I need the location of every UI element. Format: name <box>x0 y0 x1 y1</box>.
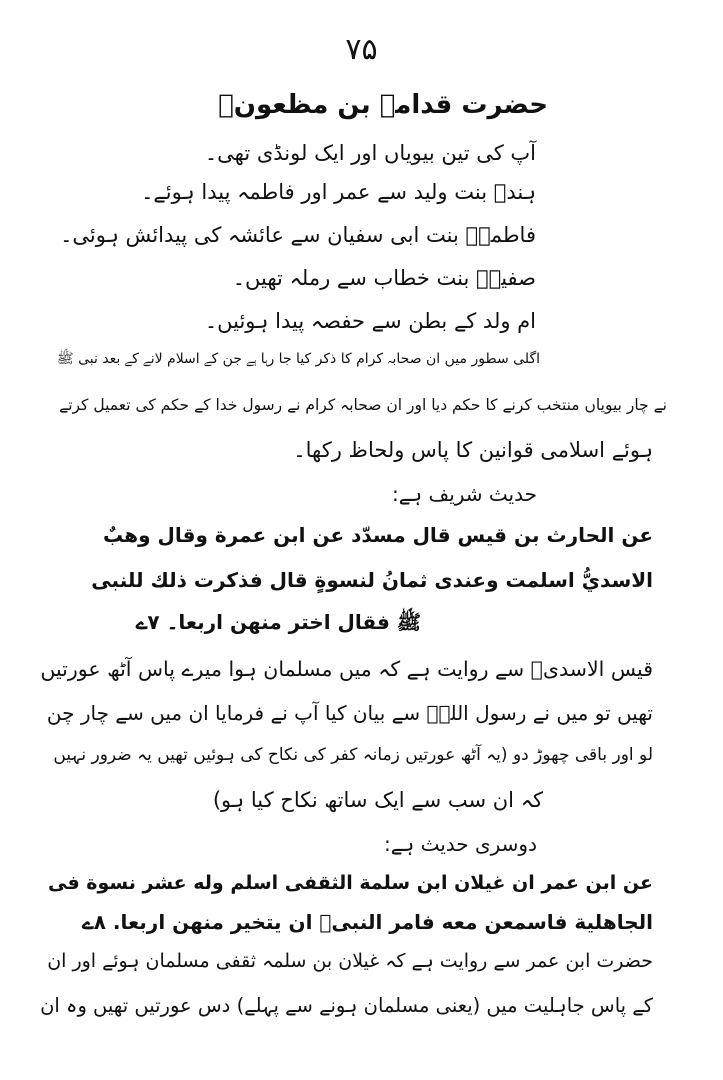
arabic-text-line: ﷺ فقال اختر منهن اربعا۔ ۷ے <box>135 610 421 634</box>
arabic-text-line: عن الحارث بن قيس قال مسدّد عن ابن عمرة وقال وهبٌ <box>103 523 653 547</box>
text-line: حضرت ابن عمر سے روایت ہے کہ غیلان بن سلمہ ثقفی مسلمان ہوئے اور ان <box>47 950 653 972</box>
arabic-text-line: الجاهلية فاسمعن معه فامر النبىؐ ان يتخير منهن اربعا. ۸ے <box>82 910 653 934</box>
hadith-label: حدیث شریف ہے: <box>391 482 537 506</box>
section-title: حضرت قدامہ بن مظعونؓ <box>218 90 548 120</box>
text-line: لو اور باقی چھوڑ دو (یہ آٹھ عورتیں زمانہ کفر کی نکاح کی ہوئیں تھیں یہ ضرور نہیں <box>53 745 653 765</box>
text-line: نے چار بیویاں منتخب کرنے کا حکم دیا اور ان صحابہ کرام نے رسول خدا کے حکم کی تعمیل کرتے <box>59 396 667 414</box>
arabic-text-line: عن ابن عمر ان غيلان ابن سلمة الثقفى اسلم وله عشر نسوة فى <box>48 872 653 894</box>
text-line: صفیہؓ بنت خطاب سے رملہ تھیں۔ <box>232 266 536 290</box>
arabic-text-line: الاسديُّ اسلمت وعندى ثمانُ لنسوةٍ قال فذكرت ذلك للنبى <box>91 568 653 592</box>
text-line: ہوئے اسلامی قوانین کا پاس ولحاظ رکھا۔ <box>293 438 653 462</box>
text-line: آپ کی تین بیویاں اور ایک لونڈی تھی۔ <box>204 141 536 165</box>
page-number: ۷۵ <box>345 32 378 67</box>
text-line: ام ولد کے بطن سے حفصہ پیدا ہوئیں۔ <box>204 309 536 333</box>
text-line: تھیں تو میں نے رسول اللہؐ سے بیان کیا آپ نے فرمایا ان میں سے چار چن <box>46 701 653 725</box>
text-line: ہندؓ بنت ولید سے عمر اور فاطمہ پیدا ہوئے۔ <box>141 180 536 204</box>
text-line: قیس الاسدیؓ سے روایت ہے کہ میں مسلمان ہوا میرے پاس آٹھ عورتیں <box>40 657 653 681</box>
text-line: اگلی سطور میں ان صحابہ کرام کا ذکر کیا جا رہا ہے جن کے اسلام لانے کے بعد نبی ﷺ <box>56 351 540 367</box>
text-line: کہ ان سب سے ایک ساتھ نکاح کیا ہو) <box>212 788 543 812</box>
text-line: فاطمہؓ بنت ابی سفیان سے عائشہ کی پیدائش ہوئی۔ <box>60 223 536 247</box>
text-line: کے پاس جاہلیت میں (یعنی مسلمان ہونے سے پہلے) دس عورتیں تھیں وہ ان <box>40 994 653 1017</box>
hadith-label: دوسری حدیث ہے: <box>384 832 537 856</box>
